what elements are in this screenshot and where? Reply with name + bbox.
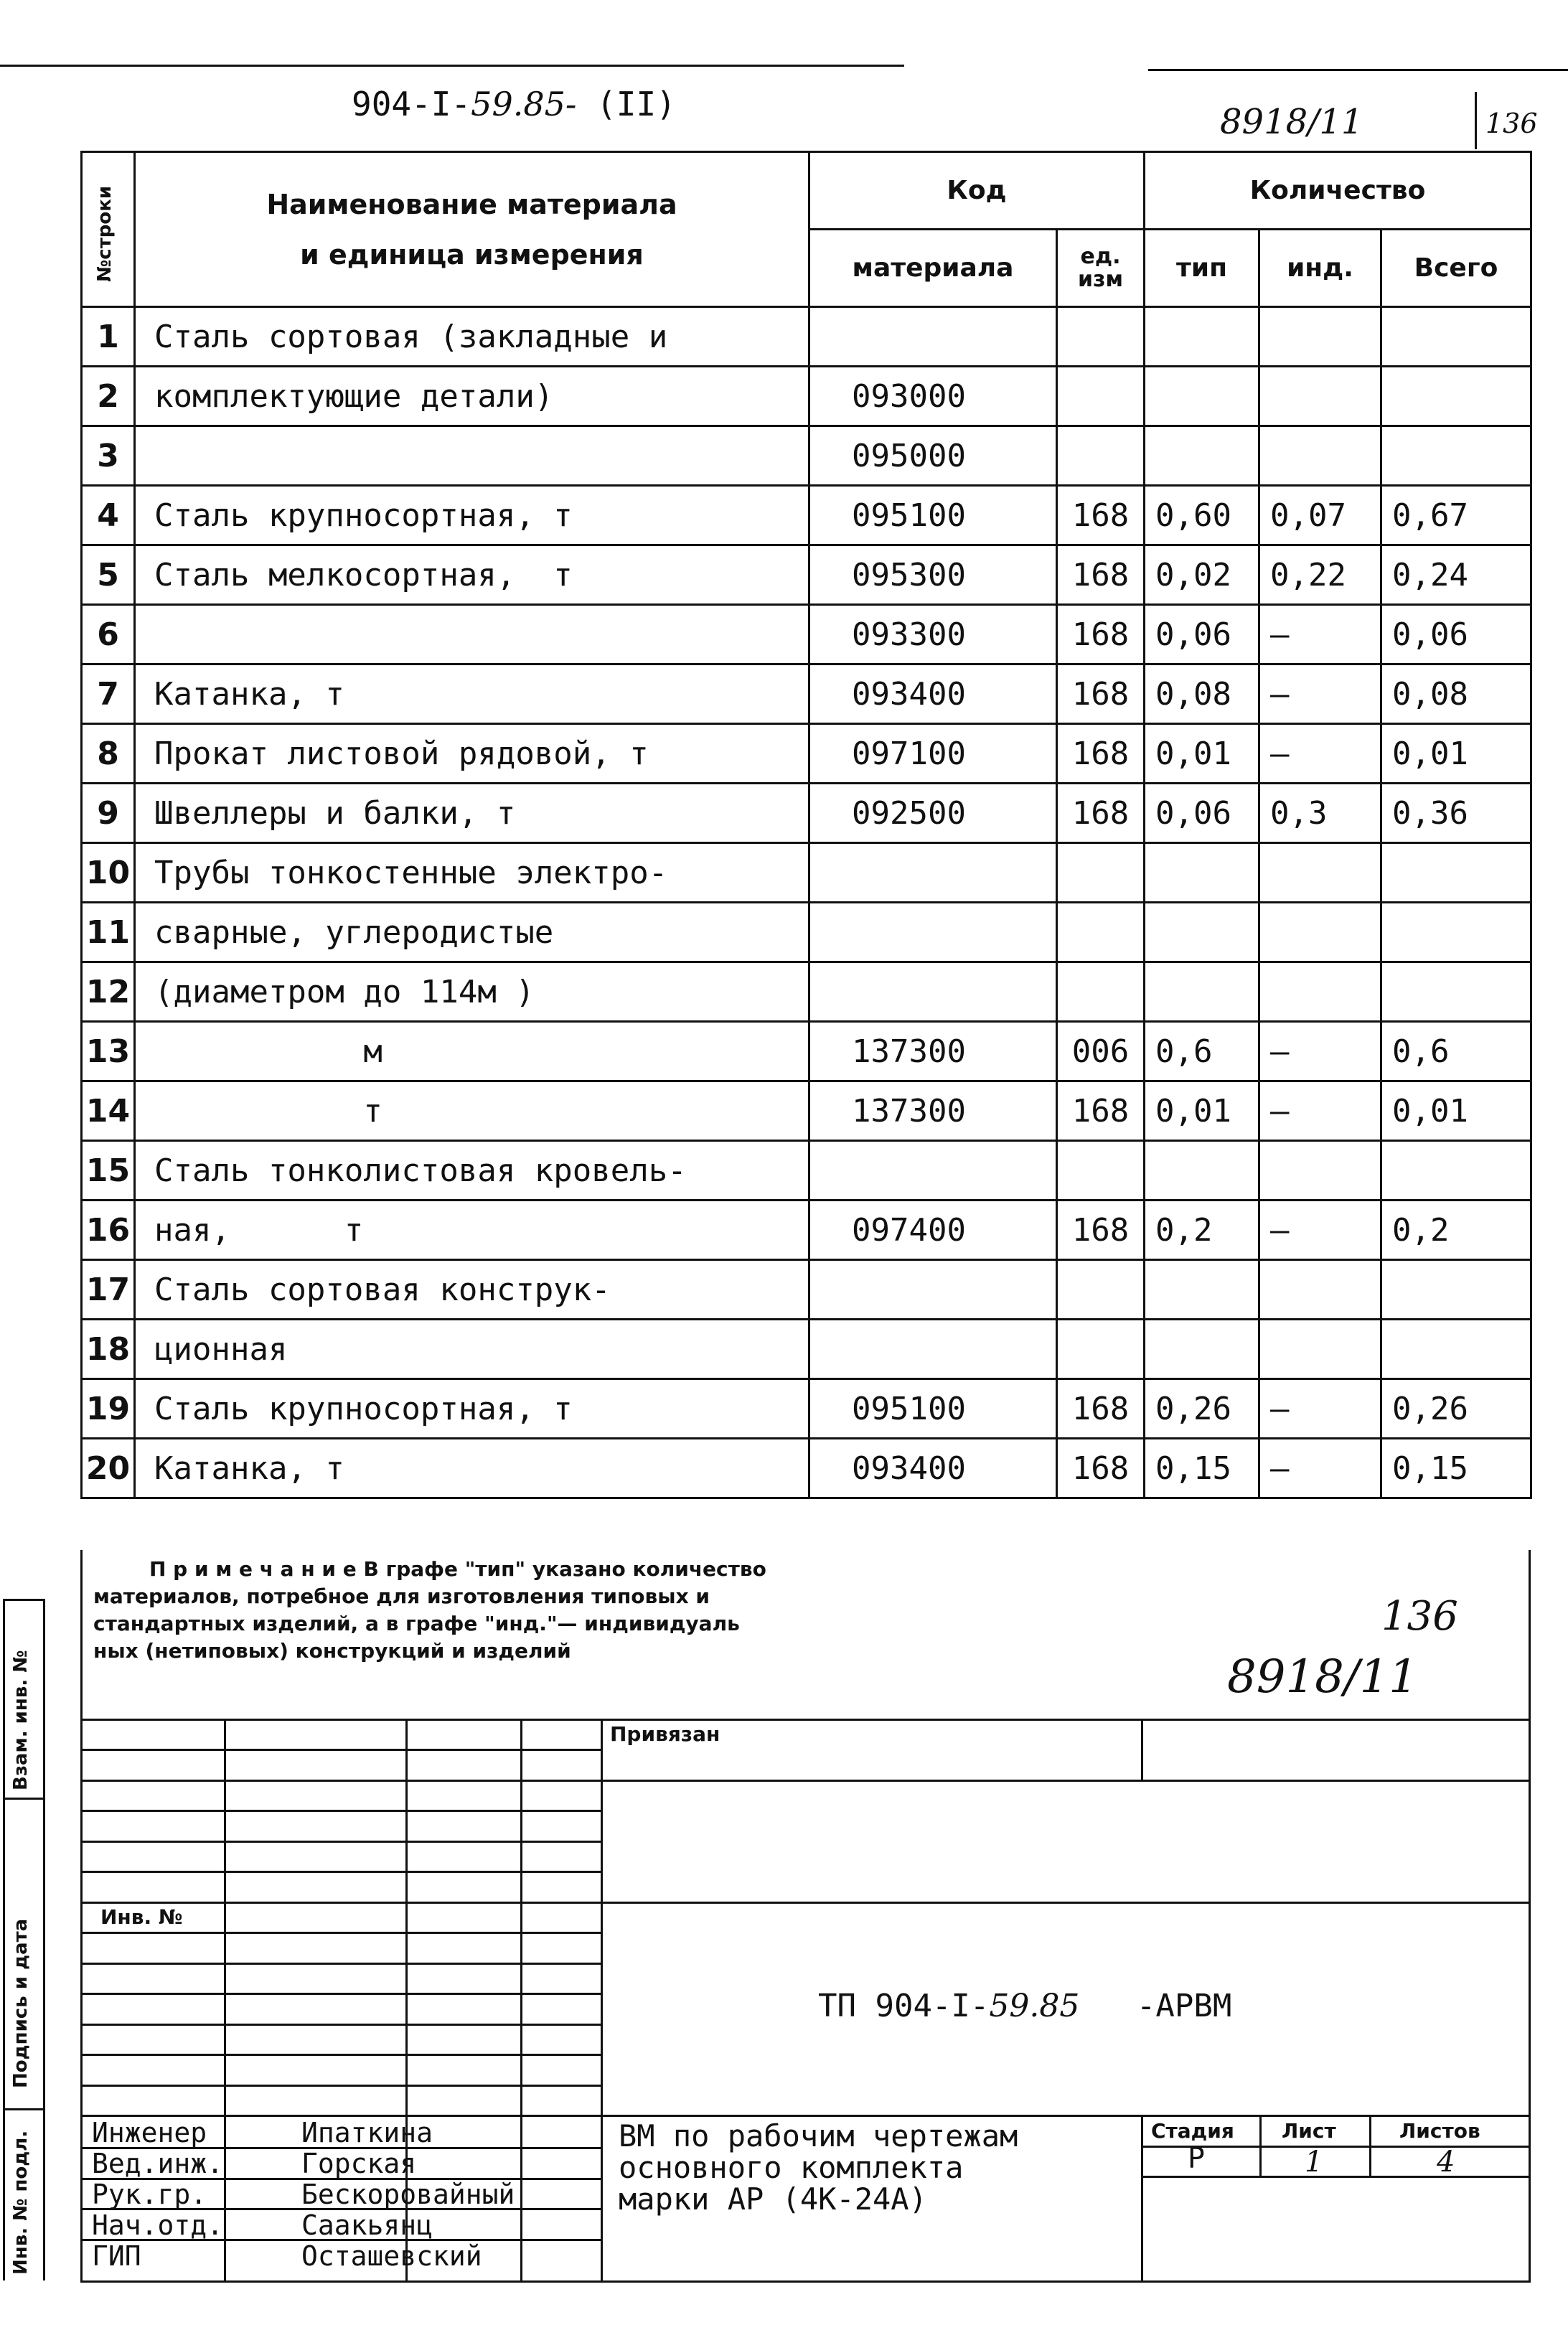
side-strip-div2: [3, 2108, 44, 2110]
quantity-type-cell: [1145, 843, 1259, 903]
quantity-total-cell: 0,6: [1381, 1022, 1531, 1081]
code-unit-header: ед. изм: [1057, 230, 1145, 307]
note-page-handwritten: 136: [1381, 1593, 1458, 1640]
quantity-ind-cell: [1259, 426, 1381, 486]
row-number-cell: 8: [82, 724, 135, 784]
note-block: [93, 1556, 766, 1665]
quantity-total-cell: 0,26: [1381, 1379, 1531, 1439]
unit-code-cell: 168: [1057, 486, 1145, 545]
quantity-header: Количество: [1145, 152, 1531, 230]
signature-name: Бескоровайный: [301, 2179, 515, 2210]
table-row: [82, 426, 1531, 486]
stamp-col-1: [224, 1719, 226, 2282]
quantity-type-cell: 0,60: [1145, 486, 1259, 545]
table-row: [82, 1022, 1531, 1081]
unit-code-cell: 168: [1057, 1081, 1145, 1141]
table-row: [82, 962, 1531, 1022]
quantity-type-cell: [1145, 1260, 1259, 1320]
sheet-label: Лист: [1282, 2119, 1336, 2143]
document-code-suffix: (II): [596, 85, 676, 123]
material-name-cell: сварные, углеродистые: [135, 903, 809, 962]
row-number-cell: 3: [82, 426, 135, 486]
row-number-cell: 1: [82, 307, 135, 367]
document-code-handwritten: 59.85-: [471, 85, 577, 123]
row-number-cell: 9: [82, 784, 135, 843]
quantity-total-cell: [1381, 843, 1531, 903]
stamp-stage-col-left: [1141, 2115, 1143, 2281]
material-code-cell: [809, 962, 1057, 1022]
material-code-cell: [809, 1141, 1057, 1201]
side-label-vzam: Взам. инв. №: [10, 1650, 32, 1790]
stamp-line-f: [80, 1902, 1531, 1904]
row-number-cell: 12: [82, 962, 135, 1022]
material-name-cell: Сталь тонколистовая кровель-: [135, 1141, 809, 1201]
row-number-header: [82, 152, 135, 307]
unit-code-cell: 168: [1057, 1201, 1145, 1260]
stage-value: Р: [1188, 2142, 1206, 2175]
material-name-cell: Сталь крупносортная, т: [135, 486, 809, 545]
material-code-cell: [809, 843, 1057, 903]
row-number-cell: 13: [82, 1022, 135, 1081]
unit-code-cell: 168: [1057, 784, 1145, 843]
stamp-stage-bottom: [1141, 2176, 1531, 2178]
side-strip-div1: [3, 1798, 44, 1800]
unit-code-cell: [1057, 843, 1145, 903]
row-number-cell: 11: [82, 903, 135, 962]
side-label-inv-podl: Инв. № подл.: [10, 2130, 32, 2275]
table-row: [82, 1439, 1531, 1498]
stamp-col-privyazan: [1141, 1719, 1143, 1780]
material-name-cell: [135, 605, 809, 664]
material-code-cell: 093300: [809, 605, 1057, 664]
quantity-type-cell: 0,2: [1145, 1201, 1259, 1260]
quantity-ind-cell: [1259, 1141, 1381, 1201]
stamp-title-line1: ВМ по рабочим чертежам: [619, 2118, 1018, 2153]
material-code-cell: [809, 1260, 1057, 1320]
table-row: [82, 1081, 1531, 1141]
unit-code-cell: 168: [1057, 724, 1145, 784]
quantity-ind-cell: –: [1259, 1022, 1381, 1081]
quantity-total-cell: [1381, 1260, 1531, 1320]
material-code-cell: [809, 903, 1057, 962]
note-line-2: материалов, потребное для изготовления типовых и: [93, 1584, 710, 1608]
unit-code-cell: [1057, 1260, 1145, 1320]
table-row: [82, 724, 1531, 784]
quantity-type-cell: 0,08: [1145, 664, 1259, 724]
row-number-cell: 15: [82, 1141, 135, 1201]
quantity-type-cell: 0,26: [1145, 1379, 1259, 1439]
quantity-ind-cell: –: [1259, 1201, 1381, 1260]
top-border-line: [0, 65, 904, 67]
material-name-cell: Катанка, т: [135, 1439, 809, 1498]
material-name-cell: Сталь сортовая конструк-: [135, 1260, 809, 1320]
material-code-cell: 095100: [809, 486, 1057, 545]
signature-role: Нач.отд.: [92, 2209, 224, 2241]
frame-right-line: [1529, 1550, 1531, 2282]
quantity-ind-cell: –: [1259, 1439, 1381, 1498]
quantity-type-cell: 0,6: [1145, 1022, 1259, 1081]
material-name-cell: Сталь крупносортная, т: [135, 1379, 809, 1439]
quantity-type-cell: 0,01: [1145, 724, 1259, 784]
row-number-cell: 6: [82, 605, 135, 664]
table-row: [82, 1141, 1531, 1201]
page-number-handwritten: 136: [1485, 108, 1538, 139]
quantity-type-header: тип: [1145, 230, 1259, 307]
row-number-cell: 7: [82, 664, 135, 724]
material-code-cell: 097400: [809, 1201, 1057, 1260]
quantity-total-cell: [1381, 903, 1531, 962]
material-name-cell: ная, т: [135, 1201, 809, 1260]
table-row: [82, 664, 1531, 724]
material-name-header-line1: Наименование материала: [266, 188, 677, 220]
note-line-4: ных (нетиповых) конструкций и изделий: [93, 1639, 571, 1663]
stamp-line-e: [80, 1871, 601, 1873]
frame-bottom-line: [80, 2280, 1531, 2283]
unit-code-cell: 168: [1057, 1379, 1145, 1439]
material-name-cell: ционная: [135, 1320, 809, 1379]
quantity-ind-cell: –: [1259, 664, 1381, 724]
unit-code-cell: 168: [1057, 605, 1145, 664]
stamp-line-c: [80, 1810, 601, 1812]
stamp-line-l: [80, 2085, 601, 2087]
project-code-prefix: ТП 904-I-: [818, 1988, 990, 2024]
quantity-type-cell: [1145, 1320, 1259, 1379]
stamp-line-b: [80, 1780, 1531, 1782]
quantity-type-cell: 0,06: [1145, 605, 1259, 664]
side-label-podpis: Подпись и дата: [10, 1918, 32, 2088]
quantity-total-cell: [1381, 1320, 1531, 1379]
quantity-total-cell: 0,2: [1381, 1201, 1531, 1260]
materials-table: [80, 151, 1532, 1499]
unit-code-cell: 168: [1057, 1439, 1145, 1498]
material-name-cell: [135, 426, 809, 486]
signature-name: Осташевский: [301, 2240, 482, 2272]
stamp-col-3: [520, 1719, 522, 2282]
table-row: [82, 367, 1531, 426]
material-name-cell: Сталь мелкосортная, т: [135, 545, 809, 605]
unit-code-cell: [1057, 426, 1145, 486]
stamp-line-i: [80, 1993, 601, 1995]
unit-code-cell: [1057, 367, 1145, 426]
row-number-cell: 19: [82, 1379, 135, 1439]
signature-name: Горская: [301, 2148, 417, 2179]
quantity-ind-cell: [1259, 367, 1381, 426]
sheets-label: Листов: [1399, 2119, 1480, 2143]
code-material-header: материала: [809, 230, 1057, 307]
material-name-cell: Трубы тонкостенные электро-: [135, 843, 809, 903]
row-number-cell: 14: [82, 1081, 135, 1141]
table-row: [82, 843, 1531, 903]
note-line-1: П р и м е ч а н и е В графе "тип" указано количество: [149, 1557, 766, 1581]
quantity-total-cell: [1381, 426, 1531, 486]
signature-role: ГИП: [92, 2240, 141, 2272]
table-row: [82, 605, 1531, 664]
table-row: [82, 545, 1531, 605]
privyazan-label: Привязан: [610, 1722, 720, 1746]
quantity-total-cell: 0,06: [1381, 605, 1531, 664]
row-number-cell: 4: [82, 486, 135, 545]
quantity-type-cell: 0,15: [1145, 1439, 1259, 1498]
table-row: [82, 1260, 1531, 1320]
material-name-cell: т: [135, 1081, 809, 1141]
row-number-cell: 17: [82, 1260, 135, 1320]
material-name-header-line2: и единица измерения: [300, 238, 644, 271]
material-name-cell: Швеллеры и балки, т: [135, 784, 809, 843]
top-border-line-right: [1148, 69, 1568, 71]
quantity-ind-cell: [1259, 307, 1381, 367]
unit-code-cell: 168: [1057, 664, 1145, 724]
quantity-type-cell: [1145, 307, 1259, 367]
material-name-cell: м: [135, 1022, 809, 1081]
code-header: Код: [809, 152, 1145, 230]
quantity-total-cell: [1381, 367, 1531, 426]
row-number-cell: 5: [82, 545, 135, 605]
material-code-cell: 093400: [809, 1439, 1057, 1498]
inv-number-label: Инв. №: [100, 1905, 183, 1929]
quantity-total-cell: 0,01: [1381, 724, 1531, 784]
signature-role: Рук.гр.: [92, 2179, 207, 2210]
quantity-ind-cell: –: [1259, 724, 1381, 784]
material-code-cell: 137300: [809, 1081, 1057, 1141]
row-number-cell: 18: [82, 1320, 135, 1379]
quantity-total-cell: 0,24: [1381, 545, 1531, 605]
quantity-ind-cell: [1259, 1260, 1381, 1320]
stamp-line-g: [80, 1932, 601, 1934]
stamp-line-j: [80, 2024, 601, 2026]
sheets-value: 4: [1437, 2146, 1455, 2179]
signature-name: Саакьянц: [301, 2209, 433, 2241]
quantity-ind-cell: [1259, 903, 1381, 962]
signature-name: Ипаткина: [301, 2117, 433, 2148]
stamp-col-4: [601, 1719, 603, 2282]
unit-code-cell: [1057, 1141, 1145, 1201]
signature-role: Инженер: [92, 2117, 207, 2148]
stamp-line-a: [80, 1749, 601, 1751]
signature-role: Вед.инж.: [92, 2148, 224, 2179]
quantity-total-cell: [1381, 307, 1531, 367]
unit-code-cell: 168: [1057, 545, 1145, 605]
note-inventory-handwritten: 8918/11: [1227, 1650, 1418, 1704]
stamp-line-m: [80, 2115, 1531, 2117]
material-code-cell: 092500: [809, 784, 1057, 843]
row-number-cell: 20: [82, 1439, 135, 1498]
material-name-cell: Сталь сортовая (закладные и: [135, 307, 809, 367]
quantity-total-cell: 0,67: [1381, 486, 1531, 545]
document-code: [352, 85, 676, 123]
quantity-ind-cell: –: [1259, 1379, 1381, 1439]
material-code-cell: 095300: [809, 545, 1057, 605]
quantity-ind-cell: [1259, 843, 1381, 903]
unit-code-cell: [1057, 962, 1145, 1022]
unit-code-cell: [1057, 903, 1145, 962]
side-strip-left: [3, 1599, 5, 2280]
stage-label: Стадия: [1151, 2119, 1234, 2143]
quantity-type-cell: [1145, 426, 1259, 486]
stamp-top-line: [80, 1719, 1531, 1721]
quantity-ind-cell: –: [1259, 1081, 1381, 1141]
project-code: [818, 1988, 1231, 2024]
material-code-cell: 095100: [809, 1379, 1057, 1439]
quantity-total-cell: [1381, 962, 1531, 1022]
unit-code-cell: [1057, 1320, 1145, 1379]
stamp-title-line2: основного комплекта: [619, 2150, 964, 2185]
table-row: [82, 307, 1531, 367]
quantity-total-cell: 0,08: [1381, 664, 1531, 724]
side-strip-top: [3, 1599, 44, 1601]
quantity-total-cell: 0,36: [1381, 784, 1531, 843]
quantity-type-cell: 0,02: [1145, 545, 1259, 605]
material-code-cell: 093400: [809, 664, 1057, 724]
quantity-type-cell: [1145, 1141, 1259, 1201]
stamp-line-k: [80, 2054, 601, 2056]
table-row: [82, 1201, 1531, 1260]
material-code-cell: [809, 1320, 1057, 1379]
quantity-ind-cell: –: [1259, 605, 1381, 664]
table-row: [82, 1320, 1531, 1379]
row-number-cell: 2: [82, 367, 135, 426]
material-code-cell: 097100: [809, 724, 1057, 784]
material-code-cell: 093000: [809, 367, 1057, 426]
row-number-header-label: №строки: [94, 185, 116, 282]
inventory-number-handwritten: 8918/11: [1220, 102, 1363, 142]
note-line-3: стандартных изделий, а в графе "инд."— индивидуаль: [93, 1612, 740, 1635]
quantity-total-cell: [1381, 1141, 1531, 1201]
quantity-ind-cell: 0,22: [1259, 545, 1381, 605]
quantity-ind-cell: [1259, 1320, 1381, 1379]
material-code-cell: [809, 307, 1057, 367]
stamp-title-line3: марки АР (4К-24А): [619, 2181, 927, 2217]
stamp-line-h: [80, 1963, 601, 1965]
side-strip-right: [43, 1599, 45, 2280]
quantity-total-cell: 0,15: [1381, 1439, 1531, 1498]
quantity-ind-header: инд.: [1259, 230, 1381, 307]
quantity-type-cell: 0,01: [1145, 1081, 1259, 1141]
quantity-type-cell: 0,06: [1145, 784, 1259, 843]
material-code-cell: 137300: [809, 1022, 1057, 1081]
quantity-type-cell: [1145, 962, 1259, 1022]
quantity-total-cell: 0,01: [1381, 1081, 1531, 1141]
material-name-cell: Катанка, т: [135, 664, 809, 724]
unit-code-cell: [1057, 307, 1145, 367]
material-name-cell: (диаметром до 114м ): [135, 962, 809, 1022]
table-row: [82, 784, 1531, 843]
frame-left-line: [80, 1550, 83, 2282]
quantity-type-cell: [1145, 367, 1259, 426]
quantity-ind-cell: [1259, 962, 1381, 1022]
quantity-type-cell: [1145, 903, 1259, 962]
document-code-prefix: 904-I-: [352, 85, 471, 123]
table-row: [82, 486, 1531, 545]
quantity-total-header: Всего: [1381, 230, 1531, 307]
table-row: [82, 903, 1531, 962]
header-page-box-left: [1475, 92, 1477, 149]
row-number-cell: 10: [82, 843, 135, 903]
materials-table-body: [82, 307, 1531, 1498]
row-number-cell: 16: [82, 1201, 135, 1260]
table-row: [82, 1379, 1531, 1439]
material-name-cell: комплектующие детали): [135, 367, 809, 426]
unit-code-cell: 006: [1057, 1022, 1145, 1081]
quantity-ind-cell: 0,3: [1259, 784, 1381, 843]
quantity-ind-cell: 0,07: [1259, 486, 1381, 545]
material-name-cell: Прокат листовой рядовой, т: [135, 724, 809, 784]
project-code-handwritten: 59.85: [989, 1988, 1080, 2024]
project-code-suffix: -АРВМ: [1136, 1988, 1232, 2024]
sheet-value: 1: [1305, 2146, 1323, 2179]
material-name-header: [135, 152, 809, 307]
stamp-title: [619, 2120, 1018, 2215]
material-code-cell: 095000: [809, 426, 1057, 486]
stamp-line-d: [80, 1841, 601, 1843]
